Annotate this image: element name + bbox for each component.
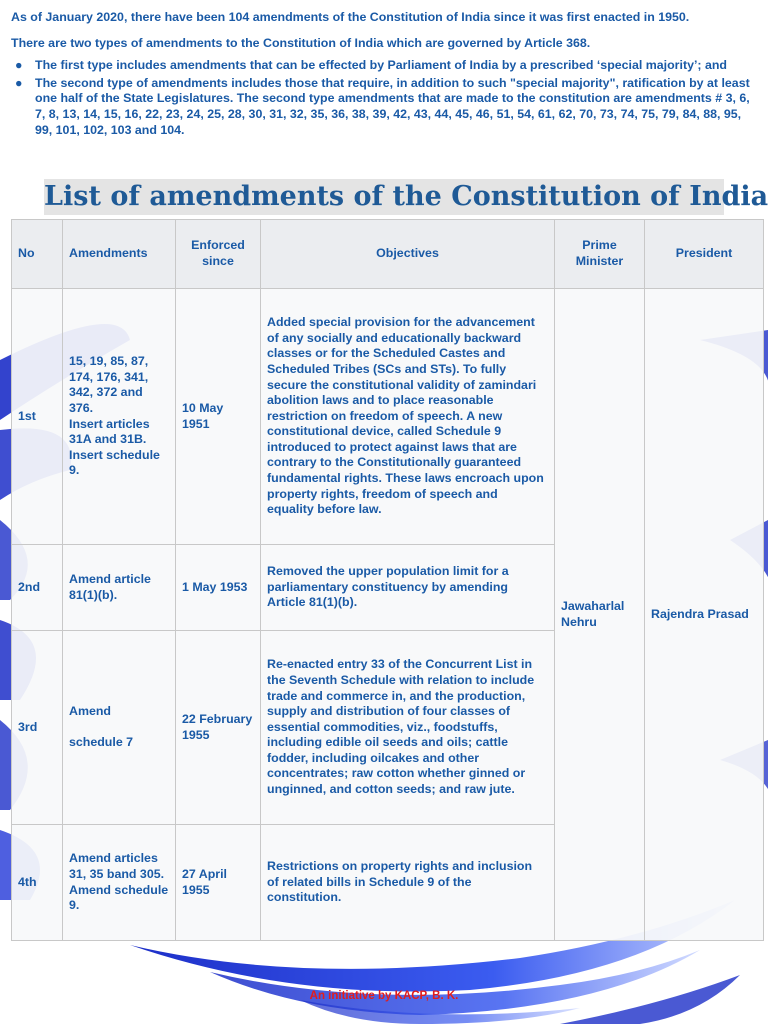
cell-enforced: 27 April 1955 xyxy=(176,825,261,941)
cell-enforced: 22 February 1955 xyxy=(176,631,261,825)
cell-prime-minister: Jawaharlal Nehru xyxy=(555,289,645,941)
intro-paragraph-1: As of January 2020, there have been 104 amendments of the Constitution of India since it was first enacted in 1950. xyxy=(11,10,690,24)
cell-amendments: Amend schedule 7 xyxy=(63,631,176,825)
cell-amendments: 15, 19, 85, 87, 174, 176, 341, 342, 372 and 376. Insert articles 31A and 31B. Insert schedule 9. xyxy=(63,289,176,545)
bullet-icon: ● xyxy=(15,75,23,90)
header-amendments: Amendments xyxy=(63,220,176,289)
list-item xyxy=(11,58,759,74)
header-objectives: Objectives xyxy=(261,220,555,289)
cell-enforced: 10 May 1951 xyxy=(176,289,261,545)
header-president: President xyxy=(645,220,764,289)
cell-objectives: Restrictions on property rights and inclusion of related bills in Schedule 9 of the constitution. xyxy=(261,825,555,941)
header-no: No xyxy=(12,220,63,289)
header-enforced-since: Enforced since xyxy=(176,220,261,289)
cell-enforced: 1 May 1953 xyxy=(176,545,261,631)
intro-section xyxy=(11,10,759,138)
table-row xyxy=(12,289,764,545)
footer-credit: An initiative by KACP, B. K. xyxy=(309,990,459,1002)
list-item-text: The second type of amendments includes those that require, in addition to such "special majority", ratification by at least one half of the State Legislatures. The second type amendments that are made to the constitution are amendments # 3, 6, 7, 8, 13, 14, 15, 16, 22, 23, 24, 25, 28, 30, 31, 32, 35, 36, 38, 39, 42, 43, 44, 45, 46, 51, 54, 61, 62, 70, 73, 74, 75, 79, 84, 88, 95, 99, 101, 102, 103 and 104. xyxy=(35,75,750,137)
list-item-text: The first type includes amendments that can be effected by Parliament of India by a prescribed ‘special majority’; and xyxy=(35,58,728,73)
cell-amendments: Amend articles 31, 35 band 305. Amend schedule 9. xyxy=(63,825,176,941)
amendments-table xyxy=(11,219,764,941)
table-header-row xyxy=(12,220,764,289)
cell-no: 4th xyxy=(12,825,63,941)
cell-no: 3rd xyxy=(12,631,63,825)
cell-no: 2nd xyxy=(12,545,63,631)
bullet-icon: ● xyxy=(15,58,23,73)
cell-objectives: Removed the upper population limit for a parliamentary constituency by amending Article 81(1)(b). xyxy=(261,545,555,631)
intro-paragraph-2: There are two types of amendments to the Constitution of India which are governed by Article 368. xyxy=(11,35,591,50)
page-title: List of amendments of the Constitution of India xyxy=(44,179,724,215)
cell-objectives: Re-enacted entry 33 of the Concurrent List in the Seventh Schedule with relation to include trade and commerce in, and the production, supply and distribution of four classes of essential commodities, viz., foodstuffs, including edible oil seeds and oils; cattle fodder, including oilcakes and other concentrates; raw cotton whether ginned or unginned, and cotton seeds; and raw jute. xyxy=(261,631,555,825)
cell-amendments: Amend article 81(1)(b). xyxy=(63,545,176,631)
cell-objectives: Added special provision for the advancement of any socially and educationally backward classes or for the Scheduled Castes and Scheduled Tribes (SCs and STs). To fully secure the constitutional validity of zamindari abolition laws and to place reasonable restriction on freedom of speech. A new constitutional device, called Schedule 9 introduced to protect against laws that are contrary to the Constitutionally guaranteed fundamental rights. These laws encroach upon property rights, freedom of speech and equality before law. xyxy=(261,289,555,545)
header-prime-minister: Prime Minister xyxy=(555,220,645,289)
amendment-types-list xyxy=(11,58,759,138)
cell-no: 1st xyxy=(12,289,63,545)
cell-president: Rajendra Prasad xyxy=(645,289,764,941)
list-item xyxy=(11,76,759,138)
